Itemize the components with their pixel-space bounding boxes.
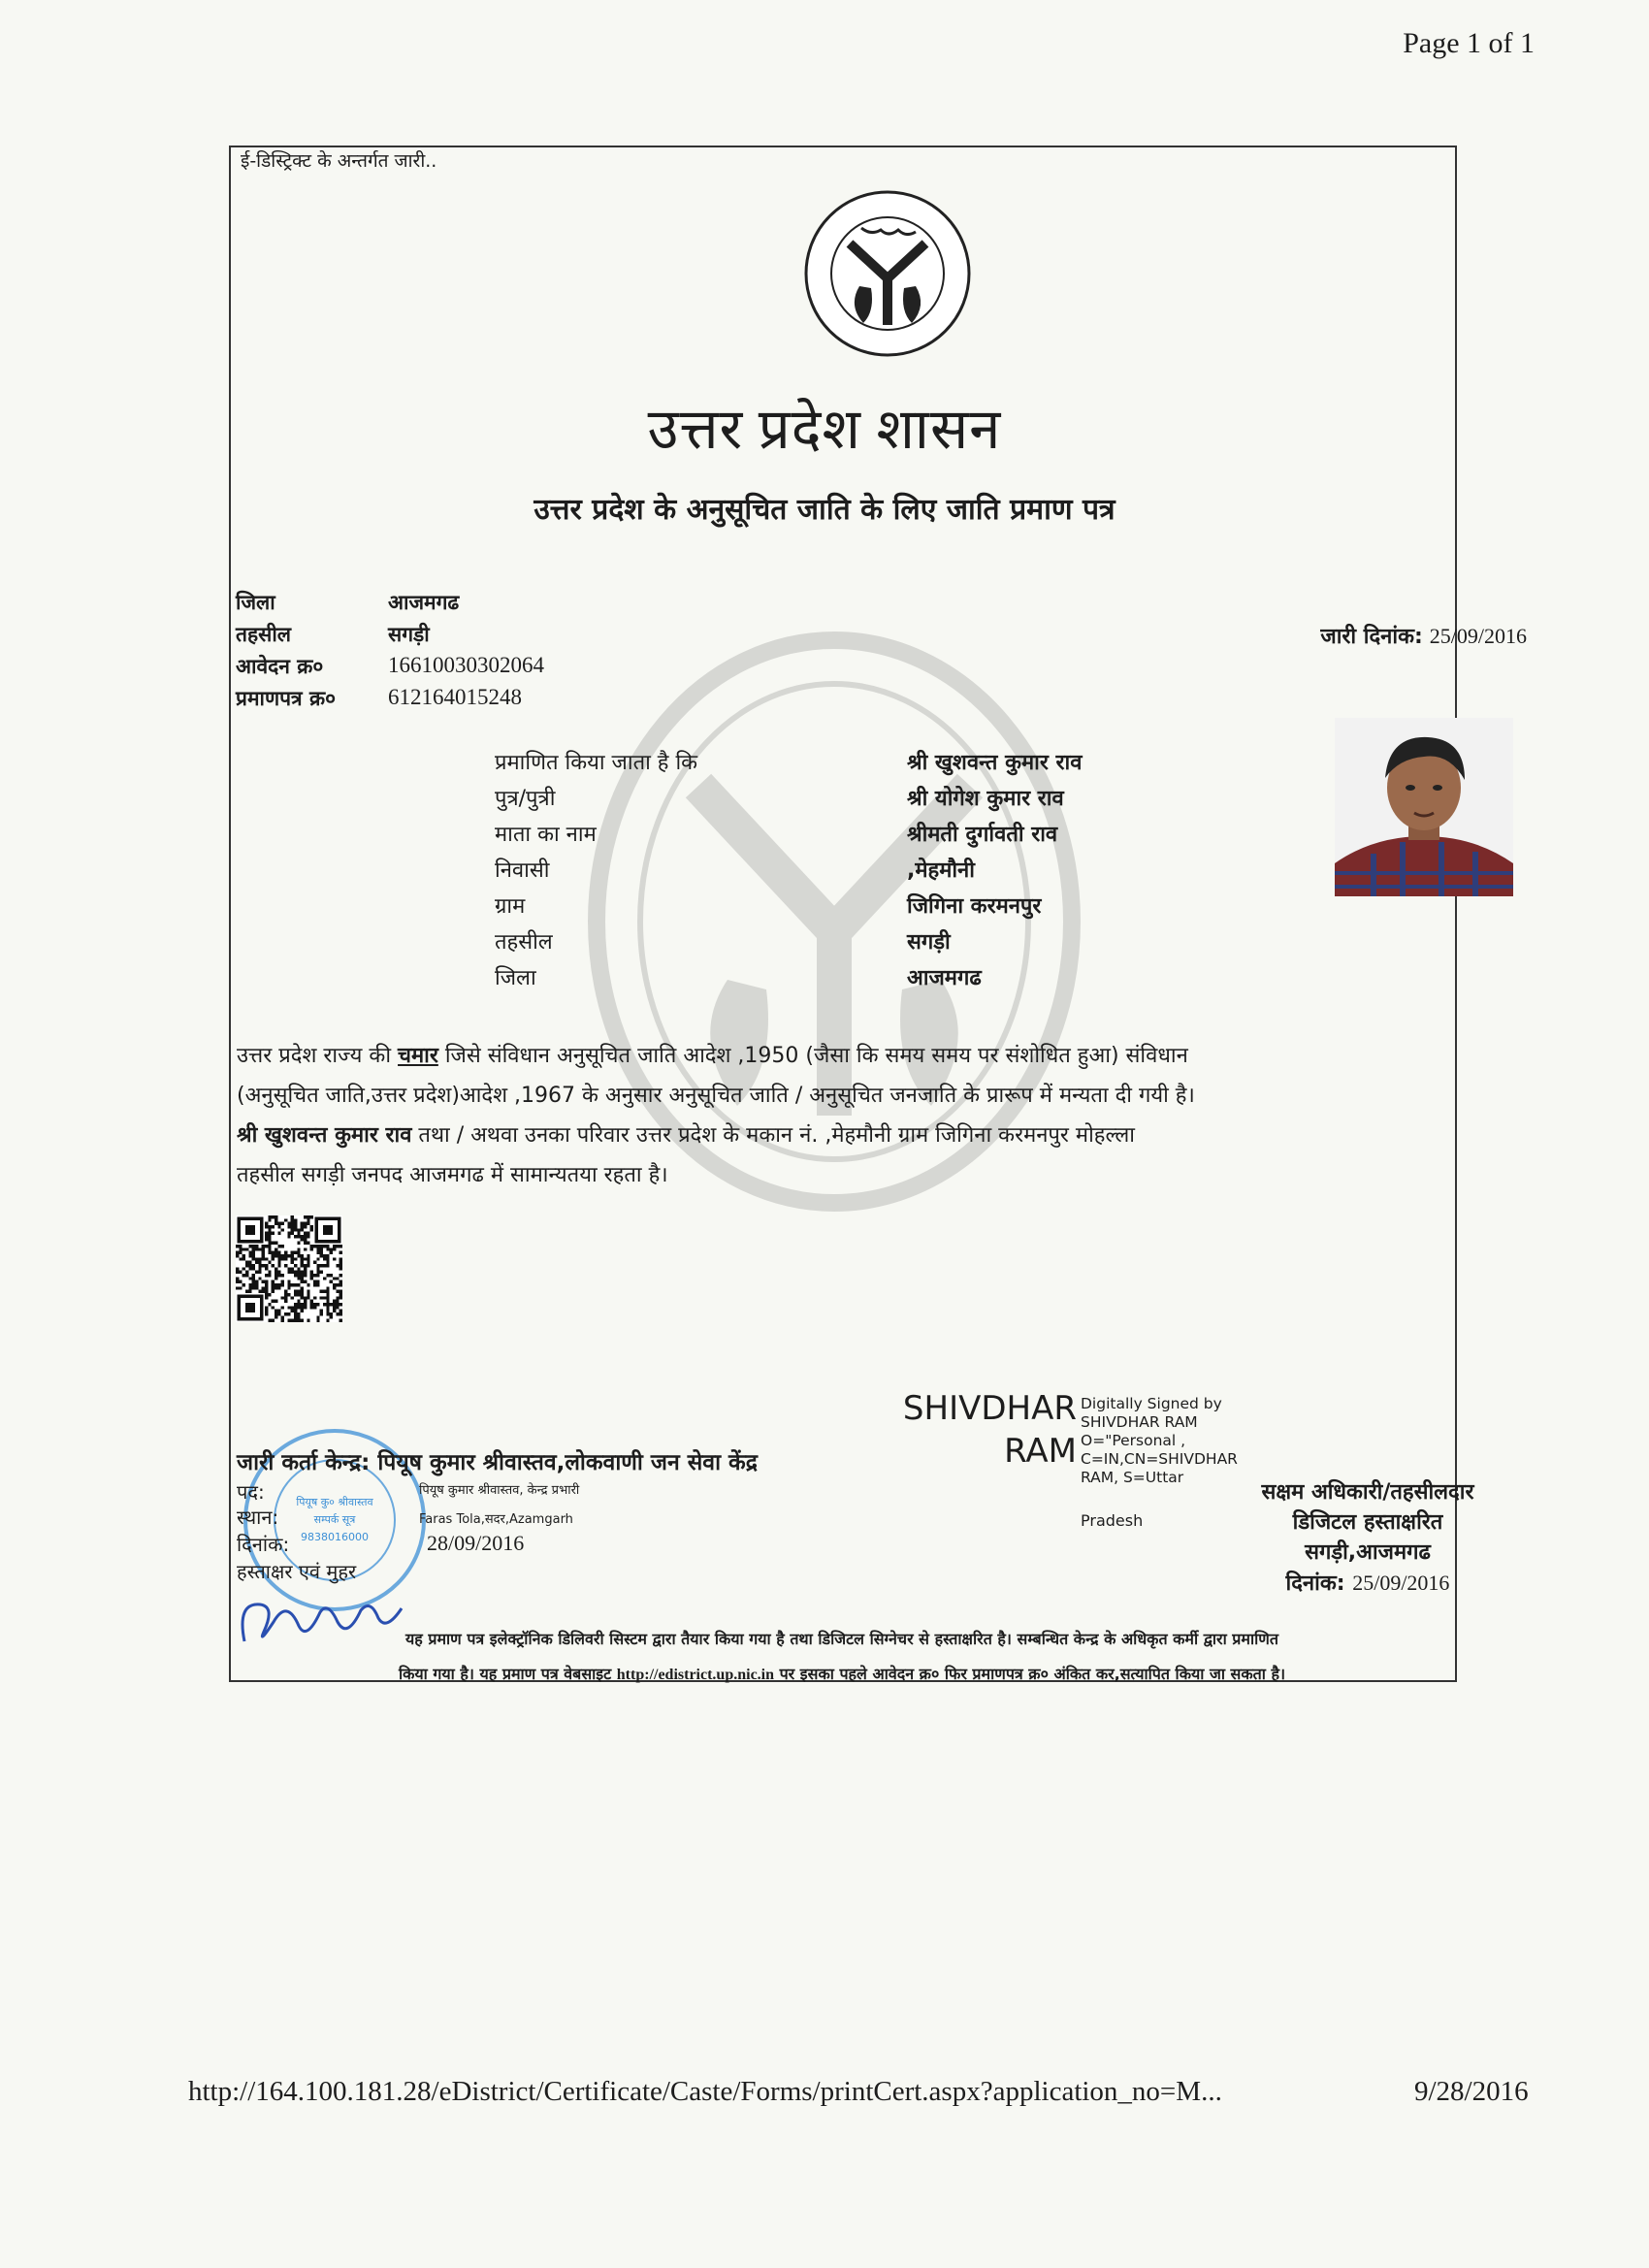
signature-seal-label: हस्ताक्षर एवं मुहर [237,1560,357,1583]
statement-text: तहसील सगड़ी जनपद आजमगढ में सामान्यतया रहता है। [237,1163,668,1187]
authority-title: सक्षम अधिकारी/तहसीलदार [1261,1480,1474,1505]
detail-label: जिला [495,966,536,990]
signature-detail-line: RAM, S=Uttar [1081,1469,1184,1486]
issue-date-label: जारी दिनांक: [1320,625,1423,649]
print-url: http://164.100.181.28/eDistrict/Certificate/Caste/Forms/printCert.aspx?application_no=M... [188,2076,1222,2107]
signer-name-line: RAM [1004,1432,1077,1471]
statement-text: जिसे संविधान अनुसूचित जाति आदेश ,1950 (जैसा कि समय समय पर संशोधित हुआ) संविधान [437,1044,1188,1068]
verification-note-line: यह प्रमाण पत्र इलेक्ट्रॉनिक डिलिवरी सिस्टम द्वारा तैयार किया गया है तथा डिजिटल सिग्नेचर से हस्ताक्षरित है। सम्बन्धित केन्द्र के अधिकृत कर्मी द्वारा प्रमाणित [405,1630,1278,1648]
issued-under-label: ई-डिस्ट्रिक्ट के अन्तर्गत जारी.. [241,150,437,172]
verification-note [241,1622,1443,1693]
certificate-title: उत्तर प्रदेश के अनुसूचित जाति के लिए जाति प्रमाण पत्र [534,493,1116,527]
signature-detail-line: Digitally Signed by [1081,1395,1222,1412]
caste-name: चमार [398,1044,438,1068]
post-label: पद: [237,1480,265,1504]
certificate-statement [237,1036,1439,1195]
government-title: उत्तर प्रदेश शासन [647,398,1002,461]
signer-name-line: SHIVDHAR [902,1389,1077,1428]
detail-label: पुत्र/पुत्री [495,787,556,811]
issuer-date-value: 28/09/2016 [427,1531,525,1555]
detail-label: तहसील [495,930,553,955]
post-value: पियूष कुमार श्रीवास्तव, केन्द्र प्रभारी [419,1483,580,1498]
authority-date-label: दिनांक: [1285,1571,1345,1596]
page-number: Page 1 of 1 [1403,27,1535,59]
authority-date-value: 25/09/2016 [1352,1571,1450,1595]
statement-text: उत्तर प्रदेश राज्य की [237,1044,399,1068]
authority-signed-note: डिजिटल हस्ताक्षरित [1292,1510,1443,1535]
certificate-number-value: 612164015248 [388,685,522,709]
detail-label: प्रमाणित किया जाता है कि [495,751,698,775]
place-value: Faras Tola,सदर,Azamgarh [419,1512,573,1527]
issuing-center: जारी कर्ता केन्द्र: पियूष कुमार श्रीवास्तव,लोकवाणी जन सेवा केंद्र [237,1450,758,1475]
application-number-value: 16610030302064 [388,653,544,677]
stamp-text: पियूष कु० श्रीवास्तव [296,1496,373,1508]
digital-signature-details [1081,1395,1275,1487]
certificate-number-label: प्रमाणपत्र क्र० [236,687,337,710]
verification-url: http://edistrict.up.nic.in [616,1667,775,1683]
applicant-name: श्री खुशवन्त कुमार राव [907,751,1083,775]
up-government-emblem-icon [803,189,972,358]
signature-detail-line: C=IN,CN=SHIVDHAR [1081,1450,1238,1468]
district-detail-value: आजमगढ [907,966,982,990]
signature-location: Pradesh [1081,1511,1144,1530]
village-value: जिगिना करमनपुर [907,894,1042,919]
competent-authority-block [1203,1477,1533,1599]
district-label: जिला [236,591,275,614]
statement-text: (अनुसूचित जाति,उत्तर प्रदेश)आदेश ,1967 के अनुसार अनुसूचित जाति / अनुसूचित जनजाति के प्रारूप में मन्यता दी गयी है। [237,1084,1195,1108]
statement-text: तथा / अथवा उनका परिवार उत्तर प्रदेश के मकान नं. ,मेहमौनी ग्राम जिगिना करमनपुर मोहल्ला [411,1123,1135,1148]
verification-note-line: किया गया है। यह प्रमाण पत्र वेबसाइट [398,1665,617,1683]
father-name: श्री योगेश कुमार राव [907,787,1064,811]
verification-note-line: पर इसका पहले आवेदन क्र० फिर प्रमाणपत्र क्र० अंकित कर,सत्यापित किया जा सकता है। [774,1665,1286,1683]
qr-code-icon [236,1215,342,1322]
detail-label: निवासी [495,859,550,883]
statement-applicant-name: श्री खुशवन्त कुमार राव [237,1123,412,1148]
tehsil-detail-value: सगड़ी [907,930,951,955]
tehsil-label: तहसील [236,623,291,646]
authority-location: सगड़ी,आजमगढ [1305,1540,1431,1565]
detail-label: ग्राम [495,894,526,919]
signature-detail-line: SHIVDHAR RAM [1081,1413,1198,1431]
stamp-text: 9838016000 [301,1531,369,1543]
residence-value: ,मेहमौनी [907,859,975,883]
print-date: 9/28/2016 [1414,2076,1529,2107]
issue-date [1320,621,1527,650]
issue-date-value: 25/09/2016 [1429,624,1527,648]
tehsil-value: सगड़ी [388,623,430,646]
application-number-label: आवेदन क्र० [236,655,324,678]
detail-label: माता का नाम [495,823,597,847]
stamp-text: सम्पर्क सूत्र [313,1513,356,1526]
district-value: आजमगढ [388,591,460,614]
mother-name: श्रीमती दुर्गावती राव [907,823,1058,847]
issuer-date-label: दिनांक: [237,1533,290,1556]
applicant-photo [1335,718,1513,896]
signature-detail-line: O="Personal , [1081,1432,1186,1449]
digital-signer-name [885,1387,1077,1473]
place-label: स्थान: [237,1506,279,1529]
